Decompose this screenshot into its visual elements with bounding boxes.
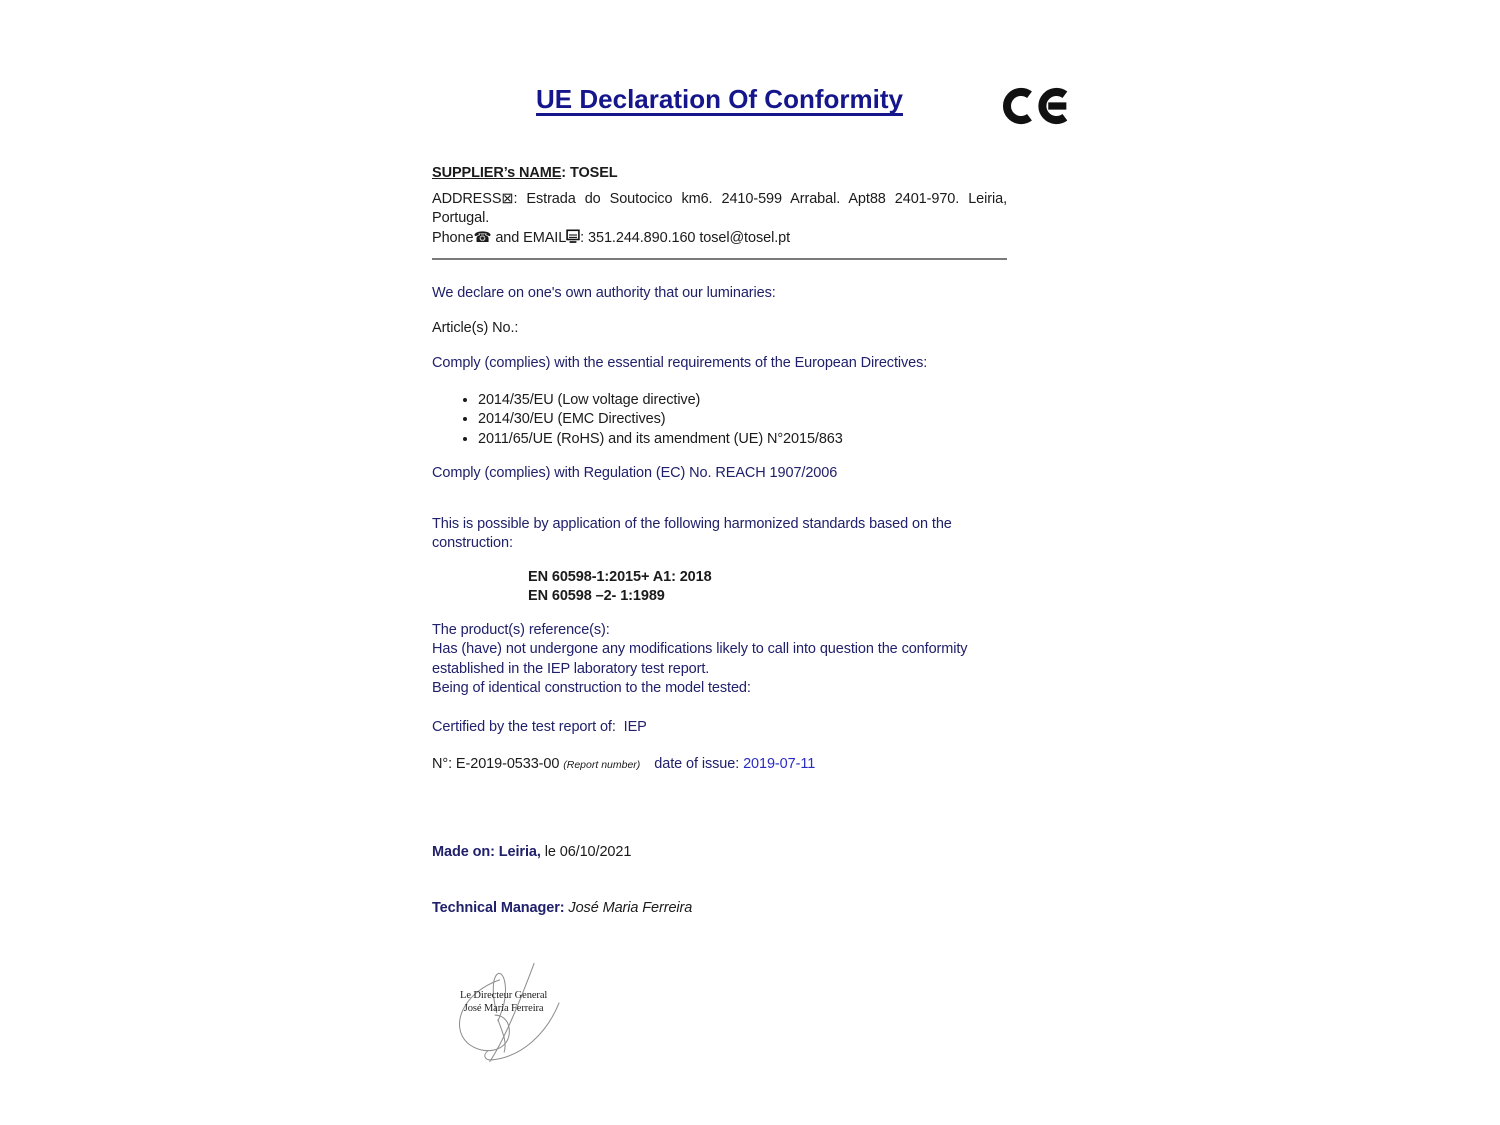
- ce-mark-icon: [1002, 80, 1076, 132]
- made-on-line: [432, 843, 1007, 863]
- divider-rule: [432, 258, 1007, 260]
- address-value: : Estrada do Soutocico km6. 2410-599 Arrabal. Apt88 2401-970. Leiria, Portugal.: [432, 190, 1007, 226]
- technical-manager-line: [432, 899, 1007, 919]
- made-on-value: le 06/10/2021: [540, 843, 632, 860]
- report-line: [432, 755, 1007, 776]
- declaration-intro: We declare on one's own authority that our luminaries:: [432, 285, 776, 301]
- standard-line: EN 60598 –2- 1:1989: [528, 588, 665, 604]
- signature-block: [440, 961, 565, 1065]
- signature-caption-line1: Le Directeur General: [460, 989, 548, 1001]
- signature-caption: [460, 989, 547, 1015]
- certified-line: Certified by the test report of: IEP: [432, 718, 647, 735]
- directive-item: • 2014/35/EU (Low voltage directive): [478, 391, 1007, 411]
- supplier-address-line: [432, 190, 1007, 229]
- issue-date-value: 2019-07-11: [743, 756, 816, 772]
- contact-line: [432, 229, 1007, 250]
- page-title: [432, 84, 1007, 115]
- report-number-note: (Report number): [563, 759, 641, 771]
- product-reference-block: The product(s) reference(s): Has (have) not undergone any modifications likely to call into question the conformity established in the IEP laboratory test report. Being of identical construction to the model tested:: [432, 621, 968, 696]
- supplier-name-value: : TOSEL: [561, 165, 618, 181]
- comply-directives-line: Comply (complies) with the essential requirements of the European Directives:: [432, 355, 928, 371]
- made-on-label: Made on: Leiria,: [432, 843, 541, 860]
- ce-mark-svg: [1002, 80, 1076, 132]
- page-title-text: UE Declaration Of Conformity: [536, 84, 903, 114]
- standard-line: EN 60598-1:2015+ A1: 2018: [528, 568, 712, 585]
- directive-item: • 2014/30/EU (EMC Directives): [478, 410, 1007, 430]
- contact-value: : 351.244.890.160 tosel@tosel.pt: [580, 229, 791, 246]
- issue-date-label: date of issue:: [654, 756, 744, 772]
- signature-caption-line2: José Maria Ferreira: [463, 1002, 544, 1014]
- envelope-icon: ⊠: [501, 190, 514, 207]
- articles-line: Article(s) No.:: [432, 319, 519, 336]
- address-label: ADDRESS: [432, 190, 502, 207]
- report-number: N°: E-2019-0533-00: [432, 756, 564, 772]
- supplier-name-line: [432, 164, 1007, 184]
- harmonized-intro: This is possible by application of the following harmonized standards based on the construction:: [432, 515, 952, 551]
- directives-list: [432, 391, 1007, 450]
- phone-icon: ☎: [473, 229, 492, 246]
- computer-icon: [566, 229, 580, 250]
- directive-item: • 2011/65/UE (RoHS) and its amendment (UE) N°2015/863: [478, 430, 1007, 450]
- phone-label: Phone: [432, 229, 474, 246]
- email-label: and EMAIL: [491, 229, 567, 246]
- supplier-name-label: SUPPLIER’s NAME: [432, 165, 562, 181]
- technical-manager-value: José Maria Ferreira: [564, 900, 693, 916]
- document-body: [432, 164, 1007, 1065]
- standards-block: [528, 568, 1007, 607]
- comply-regulation-line: Comply (complies) with Regulation (EC) No. REACH 1907/2006: [432, 465, 838, 481]
- technical-manager-label: Technical Manager:: [432, 900, 565, 916]
